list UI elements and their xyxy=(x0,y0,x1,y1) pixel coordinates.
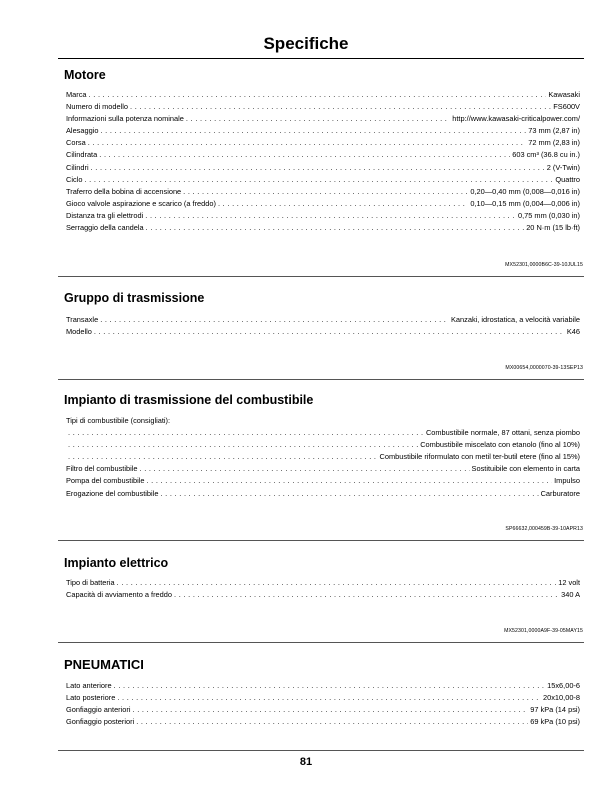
spec-value: Kanzaki, idrostatica, a velocità variabile xyxy=(451,315,580,324)
dot-leader xyxy=(99,149,510,161)
spec-list-motore xyxy=(66,89,580,234)
spec-value: 15x6,00-6 xyxy=(547,681,580,690)
spec-row xyxy=(66,589,580,601)
spec-value: 0,10—0,15 mm (0,004—0,006 in) xyxy=(470,198,580,208)
dot-leader xyxy=(186,113,450,125)
spec-intro: Tipi di combustibile (consigliati): xyxy=(66,416,171,425)
spec-label: Ciclo xyxy=(66,174,83,184)
spec-label: Capacità di avviamento a freddo xyxy=(66,590,172,600)
spec-row xyxy=(66,427,580,439)
spec-row xyxy=(66,149,580,161)
section-heading-elettrico: Impianto elettrico xyxy=(64,556,169,570)
spec-list-combustibile xyxy=(66,415,580,500)
dot-leader xyxy=(139,463,469,475)
spec-value: Sostituibile con elemento in carta xyxy=(471,464,580,474)
dot-leader xyxy=(94,326,565,338)
reference-code: MX52301,0000B6C-39-10JUL15 xyxy=(505,262,583,268)
section-heading-pneumatici: PNEUMATICI xyxy=(64,657,144,672)
spec-row xyxy=(66,198,580,210)
dot-leader xyxy=(114,680,546,692)
spec-label: Informazioni sulla potenza nominale xyxy=(66,114,184,124)
spec-label: Pompa del combustibile xyxy=(66,476,145,486)
spec-label: Distanza tra gli elettrodi xyxy=(66,210,144,220)
reference-code: MX00654,0000070-39-13SEP13 xyxy=(505,365,583,371)
page-number: 81 xyxy=(299,756,313,768)
spec-value: Kawasaki xyxy=(548,90,580,99)
spec-label: Traferro della bobina di accensione xyxy=(66,186,182,196)
section-heading-combustibile: Impianto di trasmissione del combustibile xyxy=(64,393,314,407)
spec-value: 20 N·m (15 lb·ft) xyxy=(526,223,580,233)
spec-value: K46 xyxy=(566,327,580,337)
spec-label: Numero di modello xyxy=(66,102,129,112)
spec-row xyxy=(66,174,580,186)
spec-label: Gonfiaggio anteriori xyxy=(66,705,131,715)
spec-label: Erogazione del combustibile xyxy=(66,488,159,498)
spec-row xyxy=(66,463,580,475)
reference-code: MX52301,0000A9F-39-05MAY15 xyxy=(504,628,583,634)
dot-leader xyxy=(117,577,557,589)
dot-leader xyxy=(91,162,545,174)
spec-label: Transaxle xyxy=(66,315,99,324)
spec-row xyxy=(66,451,580,463)
page-title: Specifiche xyxy=(263,34,349,53)
dot-leader xyxy=(160,488,538,500)
title-rule xyxy=(58,58,584,59)
dot-leader xyxy=(117,692,541,704)
section-heading-motore: Motore xyxy=(64,68,106,82)
spec-row xyxy=(66,210,580,222)
section-heading-trasmissione: Gruppo di trasmissione xyxy=(64,291,205,305)
spec-value: 97 kPa (14 psi) xyxy=(530,705,580,715)
spec-value: Combustibile miscelato con etanolo (fino al 10%) xyxy=(420,440,580,450)
dot-leader xyxy=(68,451,378,463)
dot-leader xyxy=(133,704,529,716)
spec-value: Combustibile normale, 87 ottani, senza piombo xyxy=(425,428,580,438)
dot-leader xyxy=(84,174,553,186)
spec-label: Marca xyxy=(66,90,87,99)
spec-label: Lato posteriore xyxy=(66,693,116,703)
spec-value: FS600V xyxy=(553,102,580,112)
spec-label: Gioco valvole aspirazione e scarico (a freddo) xyxy=(66,198,216,208)
dot-leader xyxy=(218,198,468,210)
spec-label: Tipo di batteria xyxy=(66,578,115,587)
spec-value: Carburatore xyxy=(540,488,580,498)
spec-row xyxy=(66,162,580,174)
spec-row xyxy=(66,704,580,716)
spec-value: 73 mm (2,87 in) xyxy=(528,126,580,136)
spec-value: 12 volt xyxy=(558,578,580,587)
dot-leader xyxy=(68,439,418,451)
spec-value: 20x10,00-8 xyxy=(543,693,580,703)
spec-row xyxy=(66,137,580,149)
spec-row xyxy=(66,222,580,234)
spec-value: http://www.kawasaki-criticalpower.com/ xyxy=(452,114,580,124)
dot-leader xyxy=(130,101,551,113)
section-rule xyxy=(58,276,584,277)
footer-rule xyxy=(58,750,584,751)
spec-value: 0,20—0,40 mm (0,008—0,016 in) xyxy=(470,186,580,196)
spec-label: Modello xyxy=(66,327,92,337)
spec-row xyxy=(66,577,580,589)
dot-leader xyxy=(88,137,527,149)
spec-value: Quattro xyxy=(555,174,580,184)
spec-label: Cilindri xyxy=(66,162,89,172)
spec-list-trasmissione xyxy=(66,314,580,338)
spec-row xyxy=(66,716,580,728)
dot-leader xyxy=(136,716,528,728)
spec-row xyxy=(66,186,580,198)
spec-label: Serraggio della candela xyxy=(66,223,144,233)
dot-leader xyxy=(89,89,547,101)
dot-leader xyxy=(68,427,424,439)
reference-code: SP66632,000459B-39-10APR13 xyxy=(505,526,583,532)
spec-value: 340 A xyxy=(561,590,580,600)
spec-row xyxy=(66,314,580,326)
spec-label: Gonfiaggio posteriori xyxy=(66,717,135,727)
spec-value: 72 mm (2,83 in) xyxy=(528,138,580,148)
spec-row xyxy=(66,680,580,692)
spec-value: 2 (V-Twin) xyxy=(546,162,580,172)
dot-leader xyxy=(145,210,516,222)
spec-label: Alesaggio xyxy=(66,126,99,136)
spec-value: Combustibile riformulato con metil ter-butil etere (fino al 15%) xyxy=(379,452,580,462)
dot-leader xyxy=(174,589,559,601)
spec-value: 0,75 mm (0,030 in) xyxy=(517,210,580,220)
spec-list-pneumatici xyxy=(66,680,580,728)
spec-label: Corsa xyxy=(66,138,86,148)
spec-row xyxy=(66,488,580,500)
section-rule xyxy=(58,379,584,380)
spec-row xyxy=(66,439,580,451)
dot-leader xyxy=(146,475,552,487)
spec-row xyxy=(66,125,580,137)
section-rule xyxy=(58,540,584,541)
dot-leader xyxy=(183,186,468,198)
spec-row xyxy=(66,475,580,487)
section-rule xyxy=(58,642,584,643)
spec-row xyxy=(66,326,580,338)
spec-row xyxy=(66,89,580,101)
spec-list-elettrico xyxy=(66,577,580,601)
dot-leader xyxy=(146,222,525,234)
dot-leader xyxy=(100,125,526,137)
spec-label: Lato anteriore xyxy=(66,681,112,690)
dot-leader xyxy=(100,314,449,326)
spec-label: Cilindrata xyxy=(66,150,98,160)
spec-row xyxy=(66,692,580,704)
spec-value: Impulso xyxy=(554,476,580,486)
spec-value: 603 cm³ (36.8 cu in.) xyxy=(512,150,580,160)
spec-value: 69 kPa (10 psi) xyxy=(530,717,580,727)
spec-label: Filtro del combustibile xyxy=(66,464,138,474)
spec-row xyxy=(66,113,580,125)
spec-row xyxy=(66,101,580,113)
